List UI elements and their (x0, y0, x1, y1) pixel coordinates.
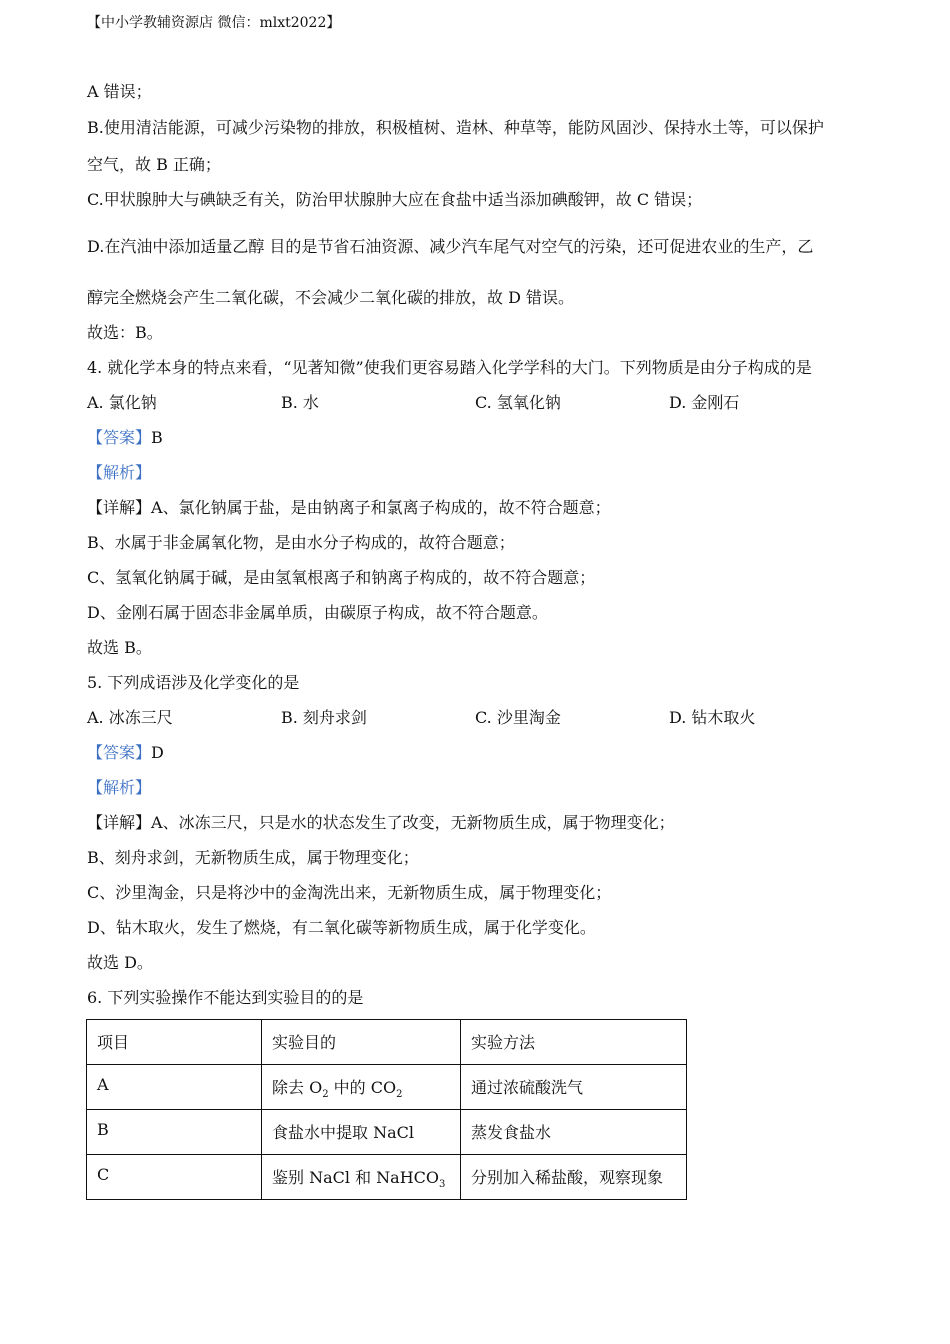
q4-detail-c: C、氢氧化钠属于碱，是由氢氧根离子和钠离子构成的，故不符合题意； (87, 568, 596, 587)
detail-text: A、冰冻三尺，只是水的状态发生了改变，无新物质生成，属于物理变化； (151, 813, 675, 832)
q4-stem: 4. 就化学本身的特点来看，“见著知微”使我们更容易踏入化学学科的大门。下列物质是由分子构成的是 (87, 358, 812, 377)
experiment-table (86, 1019, 687, 1200)
prev-b-line2: 空气，故 B 正确； (87, 155, 221, 174)
method-cell: 通过浓硫酸洗气 (461, 1065, 687, 1110)
item-cell: C (87, 1155, 262, 1200)
q6-stem: 6. 下列实验操作不能达到实验目的的是 (87, 988, 364, 1007)
answer-value: D (151, 743, 164, 762)
q4-detail-d: D、金刚石属于固态非金属单质，由碳原子构成，故不符合题意。 (87, 603, 548, 622)
answer-value: B (151, 428, 163, 447)
header-cell: 实验目的 (262, 1020, 461, 1065)
table-header-row (87, 1020, 687, 1065)
q5-selection: 故选 D。 (87, 953, 153, 972)
q5-option-a: A. 冰冻三尺 (87, 708, 173, 727)
q4-option-a: A. 氯化钠 (87, 393, 157, 412)
q5-option-c: C. 沙里淘金 (475, 708, 561, 727)
prev-d-line1: D.在汽油中添加适量乙醇 目的是节省石油资源、减少汽车尾气对空气的污染，还可促进农业的生产，乙 (87, 237, 814, 256)
header-cell: 实验方法 (461, 1020, 687, 1065)
q5-answer (87, 743, 164, 763)
q4-analysis-label: 【解析】 (87, 463, 152, 482)
header-cell: 项目 (87, 1020, 262, 1065)
q4-detail-b: B、水属于非金属氧化物，是由水分子构成的，故符合题意； (87, 533, 515, 552)
detail-label: 【详解】 (87, 498, 152, 517)
q5-detail-b: B、刻舟求剑，无新物质生成，属于物理变化； (87, 848, 419, 867)
prev-selection: 故选：B。 (87, 323, 163, 342)
table-row (87, 1110, 687, 1155)
detail-text: A、氯化钠属于盐，是由钠离子和氯离子构成的，故不符合题意； (151, 498, 611, 517)
prev-b-line1: B.使用清洁能源，可减少污染物的排放，积极植树、造林、种草等，能防风固沙、保持水土等，可以保护 (87, 118, 824, 137)
q5-detail-c: C、沙里淘金，只是将沙中的金淘洗出来，无新物质生成，属于物理变化； (87, 883, 612, 902)
method-cell: 蒸发食盐水 (461, 1110, 687, 1155)
q5-analysis-label: 【解析】 (87, 778, 152, 797)
answer-label: 【答案】 (87, 428, 152, 447)
purpose-cell: 除去 $O_2$ 中的 $CO_2$ (262, 1065, 461, 1110)
page-header: 【中小学教辅资源店 微信：mlxt2022】 (87, 15, 341, 31)
q5-option-d: D. 钻木取火 (669, 708, 756, 727)
q4-option-c: C. 氢氧化钠 (475, 393, 561, 412)
q4-detail (87, 498, 611, 518)
q4-option-b: B. 水 (281, 393, 319, 412)
item-cell: B (87, 1110, 262, 1155)
q5-detail-d: D、钻木取火，发生了燃烧，有二氧化碳等新物质生成，属于化学变化。 (87, 918, 596, 937)
q5-detail (87, 813, 675, 833)
method-cell: 分别加入稀盐酸，观察现象 (461, 1155, 687, 1200)
q4-answer (87, 428, 163, 448)
prev-a: A 错误； (87, 82, 152, 101)
q4-option-d: D. 金刚石 (669, 393, 740, 412)
detail-label: 【详解】 (87, 813, 152, 832)
prev-c: C.甲状腺肿大与碘缺乏有关，防治甲状腺肿大应在食盐中适当添加碘酸钾，故 C 错误； (87, 190, 703, 209)
table-row (87, 1155, 687, 1200)
q5-option-b: B. 刻舟求剑 (281, 708, 367, 727)
q5-stem: 5. 下列成语涉及化学变化的是 (87, 673, 300, 692)
purpose-cell: 鉴别 NaCl 和 NaHCO$_3$ (262, 1155, 461, 1200)
item-cell: A (87, 1065, 262, 1110)
table-row (87, 1065, 687, 1110)
purpose-cell: 食盐水中提取 NaCl (262, 1110, 461, 1155)
q4-selection: 故选 B。 (87, 638, 152, 657)
answer-label: 【答案】 (87, 743, 152, 762)
prev-d-line2: 醇完全燃烧会产生二氧化碳，不会减少二氧化碳的排放，故 D 错误。 (87, 288, 575, 307)
